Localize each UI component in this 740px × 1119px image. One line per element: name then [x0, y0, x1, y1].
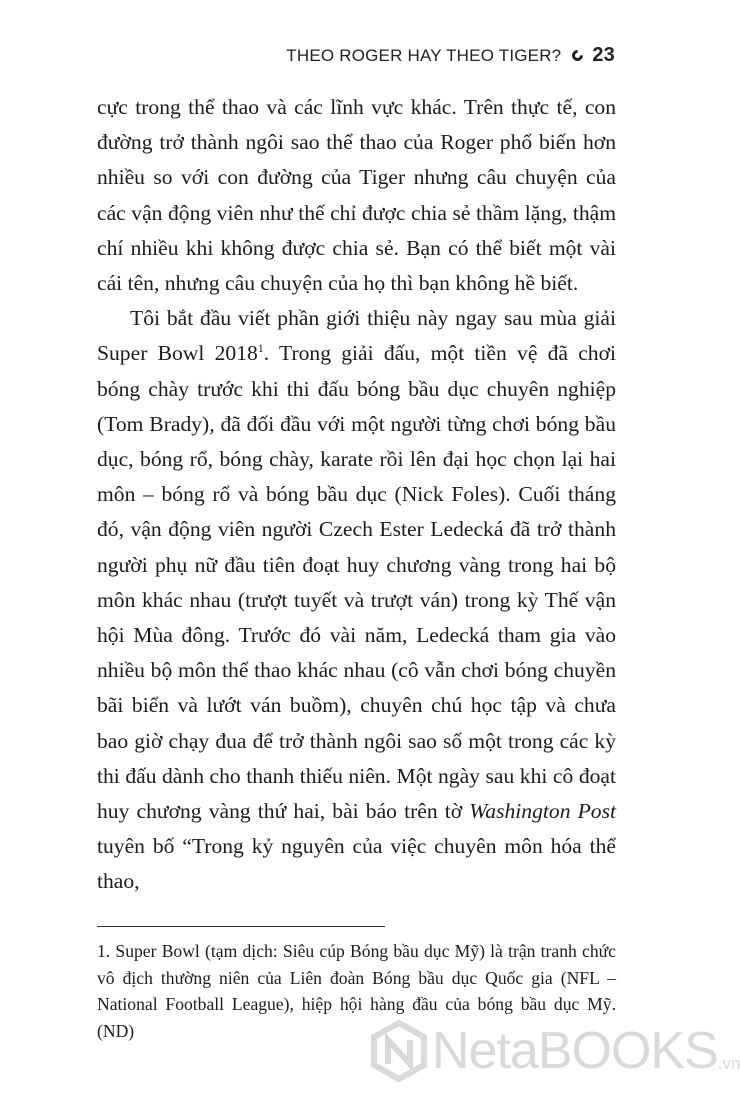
footnote: 1. Super Bowl (tạm dịch: Siêu cúp Bóng bầu dục Mỹ) là trận tranh chức vô địch thường niên của Liên đoàn Bóng bầu dục Quốc gia (NFL – National Football League), hiệp hội hàng đầu của bóng bầu dục Mỹ. (ND) [97, 941, 616, 1041]
netabooks-logo-icon [370, 1020, 428, 1082]
running-title: THEO ROGER HAY THEO TIGER? [286, 45, 562, 65]
footnote-reference: 1 [257, 341, 264, 356]
paragraph-1: cực trong thể thao và các lĩnh vực khác. Trên thực tế, con đường trở thành ngôi sao thể thao của Roger phổ biến hơn nhiều so với con đường của Tiger nhưng câu chuyện của các vận động viên như thế chỉ được chia sẻ thầm lặng, thậm chí nhiều khi không được chia sẻ. Bạn có thể biết một vài cái tên, nhưng câu chuyện của họ thì bạn không hề biết. [97, 95, 616, 296]
paragraph-2 [97, 301, 616, 899]
body-text [97, 90, 616, 900]
paragraph-2-part-b: . Trong giải đấu, một tiền vệ đã chơi bóng chày trước khi thi đấu bóng bầu dục chuyên nghiệp (Tom Brady), đã đối đầu với một người từng chơi bóng bầu dục, bóng rổ, bóng chày, karate rồi lên đại học chọn lại hai môn – bóng rổ và bóng bầu dục (Nick Foles). Cuối tháng đó, vận động viên người Czech Ester Ledecká đã trở thành người phụ nữ đầu tiên đoạt huy chương vàng trong hai bộ môn khác nhau (trượt tuyết và trượt ván) trong kỳ Thế vận hội Mùa đông. Trước đó vài năm, Ledecká tham gia vào nhiều bộ môn thể thao khác nhau (cô vẫn chơi bóng chuyền bãi biển và lướt ván buồm), chuyên chú học tập và chưa bao giờ chạy đua để trở thành ngôi sao số một trong các kỳ thi đấu dành cho thanh thiếu niên. Một ngày sau khi cô đoạt huy chương vàng thứ hai, bài báo trên tờ [97, 341, 617, 824]
watermark-suffix: .vn [717, 1054, 740, 1073]
footnote-divider [97, 926, 385, 927]
paragraph-2-part-c: tuyên bố “Trong kỷ nguyên của việc chuyên môn hóa thể thao, [97, 834, 616, 894]
watermark [370, 1020, 740, 1082]
watermark-brand: NetaBOOKS [432, 1022, 718, 1080]
paragraph-2-part-a: Tôi bắt đầu viết phần giới thiệu này ngay sau mùa giải Super Bowl 2018 [97, 306, 616, 366]
circle-ornament-icon [570, 48, 586, 64]
page-number: 23 [592, 44, 615, 66]
running-header [286, 44, 615, 67]
newspaper-title: Washington Post [469, 799, 616, 824]
